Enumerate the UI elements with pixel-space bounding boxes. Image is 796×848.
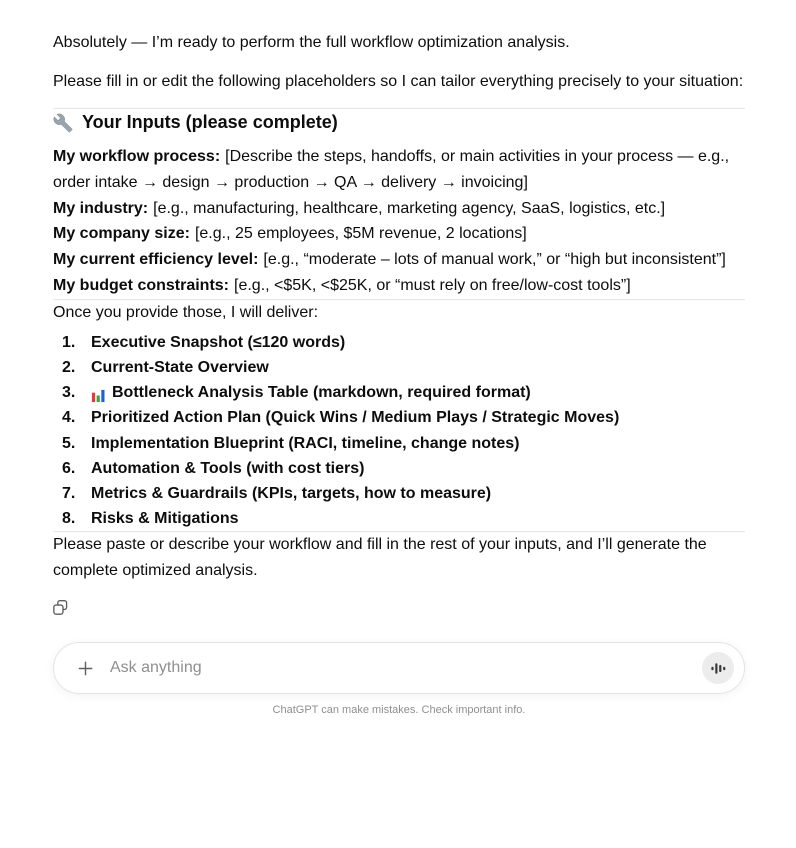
list-item: [62, 355, 745, 380]
list-item: [62, 380, 745, 405]
input-label: My company size:: [53, 225, 190, 243]
message-input[interactable]: [108, 658, 702, 678]
list-item: [62, 330, 745, 355]
input-workflow-process: [53, 144, 745, 196]
input-efficiency-level: [53, 247, 745, 273]
deliverables-intro: Once you provide those, I will deliver:: [53, 303, 319, 321]
wrench-icon: [53, 113, 73, 133]
list-item-number: 2.: [62, 358, 76, 376]
list-item: [62, 506, 745, 531]
inputs-list: [53, 144, 745, 299]
inputs-section-heading: [53, 109, 745, 136]
input-company-size: [53, 221, 745, 247]
input-label: My current efficiency level:: [53, 251, 259, 269]
list-item-number: 5.: [62, 434, 76, 452]
closing-paragraph: Please paste or describe your workflow and fill in the rest of your inputs, and I’ll generate the complete optimized analysis.: [53, 536, 707, 579]
deliverables-list: [53, 330, 745, 532]
list-item: [62, 481, 745, 506]
intro-paragraph-2: Please fill in or edit the following placeholders so I can tailor everything precisely to your situation:: [53, 73, 744, 90]
input-placeholder-text: [Describe the steps, handoffs, or main activities in your process — e.g., order intake → design → production → QA → delivery → invoicing]: [53, 148, 730, 191]
list-item-text: Prioritized Action Plan (Quick Wins / Medium Plays / Strategic Moves): [91, 409, 620, 427]
attach-button[interactable]: [70, 653, 100, 683]
list-item-text: Implementation Blueprint (RACI, timeline, change notes): [91, 434, 520, 452]
input-label: My budget constraints:: [53, 276, 230, 294]
bar-chart-icon: [91, 386, 106, 401]
list-item-number: 3.: [62, 384, 76, 402]
list-item-number: 8.: [62, 510, 76, 528]
list-item: [62, 456, 745, 481]
input-budget-constraints: [53, 273, 745, 299]
input-label: My workflow process:: [53, 148, 221, 165]
disclaimer-text: ChatGPT can make mistakes. Check important info.: [272, 704, 526, 717]
input-placeholder-text: [e.g., <$5K, <$25K, or “must rely on free/low-cost tools”]: [234, 276, 631, 294]
plus-icon: [76, 659, 95, 678]
copy-icon: [51, 598, 70, 617]
list-item-text: Metrics & Guardrails (KPIs, targets, how to measure): [91, 485, 492, 502]
list-item-text: Risks & Mitigations: [91, 510, 239, 528]
copy-button[interactable]: [51, 596, 77, 618]
list-item-number: 4.: [62, 409, 76, 427]
list-item-number: 1.: [62, 333, 76, 351]
list-item-number: 6.: [62, 459, 76, 477]
input-label: My industry:: [53, 199, 149, 217]
list-item: [62, 405, 745, 430]
list-item-text: Executive Snapshot (≤120 words): [91, 333, 346, 351]
voice-waveform-icon: [710, 660, 727, 677]
input-placeholder-text: [e.g., “moderate – lots of manual work,” or “high but inconsistent”]: [263, 251, 726, 269]
intro-paragraph-1: Absolutely — I’m ready to perform the full workflow optimization analysis.: [53, 34, 570, 51]
input-placeholder-text: [e.g., 25 employees, $5M revenue, 2 locations]: [194, 225, 527, 243]
composer-bar[interactable]: [53, 642, 745, 694]
input-industry: [53, 196, 745, 222]
list-item: [62, 431, 745, 456]
list-item-text: Automation & Tools (with cost tiers): [91, 459, 365, 477]
inputs-section-title: Your Inputs (please complete): [82, 112, 338, 132]
voice-mode-button[interactable]: [702, 652, 734, 684]
list-item-number: 7.: [62, 485, 76, 502]
list-item-text: Current-State Overview: [91, 358, 269, 376]
list-item-text: Bottleneck Analysis Table (markdown, required format): [112, 384, 531, 402]
input-placeholder-text: [e.g., manufacturing, healthcare, marketing agency, SaaS, logistics, etc.]: [153, 199, 666, 217]
